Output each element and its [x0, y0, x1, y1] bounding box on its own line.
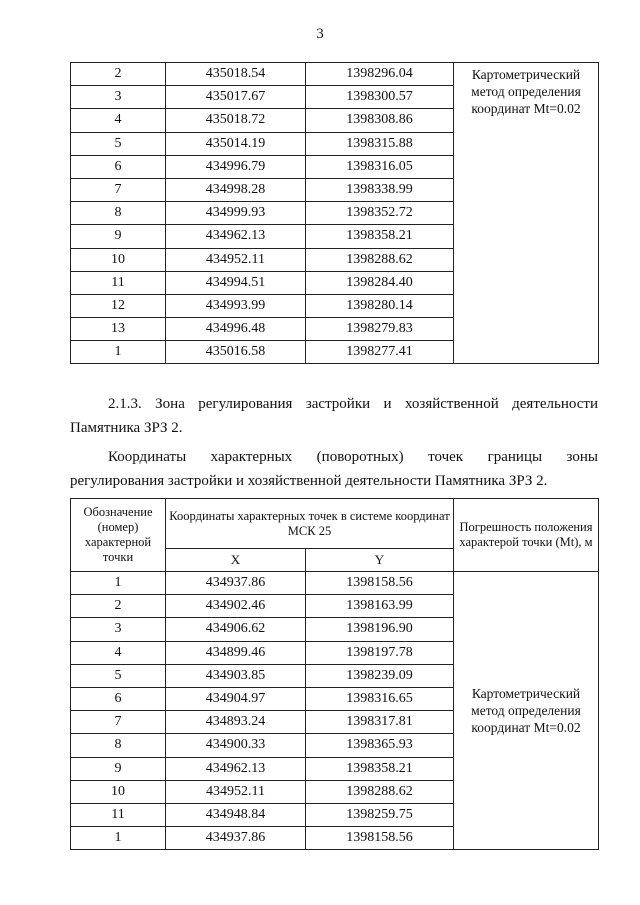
- y-coordinate-cell: 1398358.21: [306, 757, 454, 780]
- y-coordinate-cell: 1398315.88: [306, 132, 454, 155]
- point-number-cell: 8: [71, 734, 166, 757]
- x-coordinate-cell: 435018.72: [166, 109, 306, 132]
- y-coordinate-cell: 1398308.86: [306, 109, 454, 132]
- point-number-cell: 10: [71, 248, 166, 271]
- x-coordinate-cell: 434996.48: [166, 318, 306, 341]
- x-coordinate-cell: 434996.79: [166, 155, 306, 178]
- x-coordinate-cell: 434993.99: [166, 294, 306, 317]
- y-coordinate-cell: 1398365.93: [306, 734, 454, 757]
- point-number-cell: 5: [71, 132, 166, 155]
- page-number: 3: [316, 26, 324, 42]
- point-number-cell: 9: [71, 757, 166, 780]
- section-heading-line2: Памятника ЗРЗ 2.: [70, 420, 183, 436]
- method-cell: Картометрический метод определения координат Mt=0.02: [454, 63, 599, 364]
- point-number-cell: 1: [71, 827, 166, 850]
- y-coordinate-cell: 1398259.75: [306, 803, 454, 826]
- y-coordinate-cell: 1398197.78: [306, 641, 454, 664]
- x-coordinate-cell: 434952.11: [166, 248, 306, 271]
- x-coordinate-cell: 434937.86: [166, 572, 306, 595]
- header-point-number: Обозначение (номер) характерной точки: [71, 499, 166, 572]
- table-row: [71, 63, 599, 86]
- section-description: [70, 445, 598, 493]
- y-coordinate-cell: 1398316.05: [306, 155, 454, 178]
- point-number-cell: 8: [71, 202, 166, 225]
- y-coordinate-cell: 1398288.62: [306, 248, 454, 271]
- point-number-cell: 6: [71, 155, 166, 178]
- y-coordinate-cell: 1398296.04: [306, 63, 454, 86]
- x-coordinate-cell: 435016.58: [166, 341, 306, 364]
- x-coordinate-cell: 434952.11: [166, 780, 306, 803]
- point-number-cell: 2: [71, 595, 166, 618]
- x-coordinate-cell: 434962.13: [166, 225, 306, 248]
- x-coordinate-cell: 434999.93: [166, 202, 306, 225]
- x-coordinate-cell: 434994.51: [166, 271, 306, 294]
- section-description-line1: Координаты характерных (поворотных) точек границы зоны: [108, 449, 598, 465]
- x-coordinate-cell: 434962.13: [166, 757, 306, 780]
- point-number-cell: 4: [71, 109, 166, 132]
- point-number-cell: 2: [71, 63, 166, 86]
- y-coordinate-cell: 1398300.57: [306, 86, 454, 109]
- y-coordinate-cell: 1398317.81: [306, 711, 454, 734]
- x-coordinate-cell: 434998.28: [166, 178, 306, 201]
- method-cell: Картометрический метод определения координат Mt=0.02: [454, 572, 599, 850]
- x-coordinate-cell: 435017.67: [166, 86, 306, 109]
- x-coordinate-cell: 434902.46: [166, 595, 306, 618]
- section-description-line2: регулирования застройки и хозяйственной деятельности Памятника ЗРЗ 2.: [70, 473, 548, 489]
- point-number-cell: 3: [71, 618, 166, 641]
- y-coordinate-cell: 1398277.41: [306, 341, 454, 364]
- coordinates-table-body: [71, 63, 599, 364]
- point-number-cell: 11: [71, 803, 166, 826]
- point-number-cell: 6: [71, 687, 166, 710]
- y-coordinate-cell: 1398163.99: [306, 595, 454, 618]
- coordinates-table-continued: [70, 62, 599, 364]
- x-coordinate-cell: 434937.86: [166, 827, 306, 850]
- y-coordinate-cell: 1398288.62: [306, 780, 454, 803]
- point-number-cell: 4: [71, 641, 166, 664]
- x-coordinate-cell: 434893.24: [166, 711, 306, 734]
- x-coordinate-cell: 434906.62: [166, 618, 306, 641]
- point-number-cell: 7: [71, 178, 166, 201]
- y-coordinate-cell: 1398158.56: [306, 827, 454, 850]
- y-coordinate-cell: 1398158.56: [306, 572, 454, 595]
- point-number-cell: 9: [71, 225, 166, 248]
- point-number-cell: 10: [71, 780, 166, 803]
- x-coordinate-cell: 434903.85: [166, 664, 306, 687]
- point-number-cell: 1: [71, 341, 166, 364]
- y-coordinate-cell: 1398239.09: [306, 664, 454, 687]
- point-number-cell: 13: [71, 318, 166, 341]
- coordinates-table-zrz2: [70, 498, 599, 850]
- y-coordinate-cell: 1398352.72: [306, 202, 454, 225]
- table-row: [71, 572, 599, 595]
- x-coordinate-cell: 435014.19: [166, 132, 306, 155]
- section-heading-line1: 2.1.3. Зона регулирования застройки и хозяйственной деятельности: [108, 396, 598, 412]
- point-number-cell: 12: [71, 294, 166, 317]
- y-coordinate-cell: 1398316.65: [306, 687, 454, 710]
- x-coordinate-cell: 434948.84: [166, 803, 306, 826]
- coordinates-table-body: [71, 572, 599, 850]
- header-error: Погрешность положения характерой точки (Mt), м: [454, 499, 599, 572]
- y-coordinate-cell: 1398279.83: [306, 318, 454, 341]
- x-coordinate-cell: 434899.46: [166, 641, 306, 664]
- header-y: Y: [306, 549, 454, 572]
- x-coordinate-cell: 434904.97: [166, 687, 306, 710]
- x-coordinate-cell: 434900.33: [166, 734, 306, 757]
- header-coordinates: Координаты характерных точек в системе координат МСК 25: [166, 499, 454, 549]
- point-number-cell: 11: [71, 271, 166, 294]
- y-coordinate-cell: 1398358.21: [306, 225, 454, 248]
- point-number-cell: 3: [71, 86, 166, 109]
- section-heading: [70, 392, 598, 440]
- y-coordinate-cell: 1398280.14: [306, 294, 454, 317]
- point-number-cell: 5: [71, 664, 166, 687]
- y-coordinate-cell: 1398196.90: [306, 618, 454, 641]
- point-number-cell: 1: [71, 572, 166, 595]
- point-number-cell: 7: [71, 711, 166, 734]
- x-coordinate-cell: 435018.54: [166, 63, 306, 86]
- header-x: X: [166, 549, 306, 572]
- y-coordinate-cell: 1398284.40: [306, 271, 454, 294]
- y-coordinate-cell: 1398338.99: [306, 178, 454, 201]
